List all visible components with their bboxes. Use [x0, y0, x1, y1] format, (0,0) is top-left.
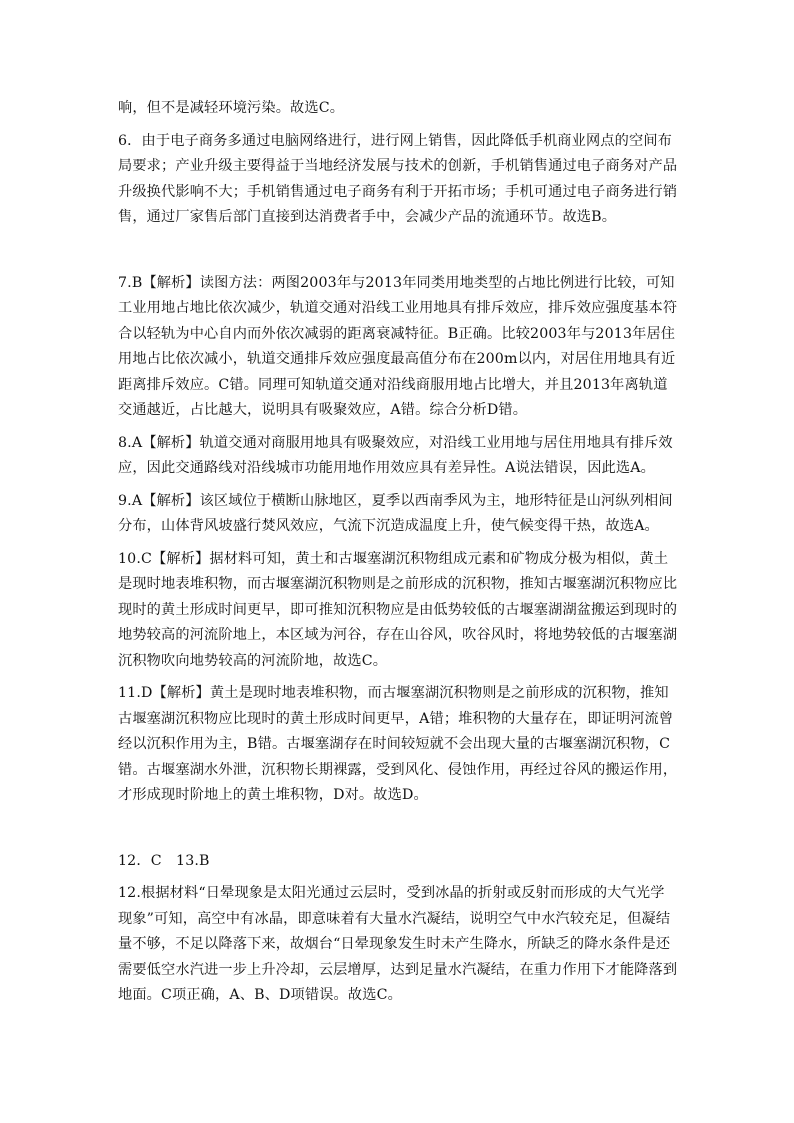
paragraph-q7: 7.B【解析】读图方法：两图2003年与2013年同类用地类型的占地比例进行比较，可知工业用地占地比依次减少，轨道交通对沿线工业用地具有排斥效应，排斥效应强度基本符合以轻轨为中心自内而外依次减弱的距离衰减特征。B正确。比较2003年与2013年居住用地占比依次减小，轨道交通排斥效应强度最高值分布在200m以内，对居住用地具有近距离排斥效应。C错。同理可知轨道交通对沿线商服用地占比增大，并且2013年离轨道交通越近，占比越大，说明具有吸聚效应，A错。综合分析D错。 [118, 274, 678, 418]
paragraph-q12: 12.根据材料“日晕现象是太阳光通过云层时，受到冰晶的折射或反射而形成的大气光学现象”可知，高空中有冰晶，即意味着有大量水汽凝结，说明空气中水汽较充足，但凝结量不够，不足以降落下来，故烟台“日晕现象发生时未产生降水，所缺乏的降水条件是还需要低空水汽进一步上升冷却，云层增厚，达到足量水汽凝结，在重力作用下才能降落到地面。C项正确，A、B、D项错误。故选C。 [118, 885, 678, 1003]
paragraph-q9: 9.A【解析】该区域位于横断山脉地区，夏季以西南季风为主，地形特征是山河纵列相间分布，山体背风坡盛行焚风效应，气流下沉造成温度上升，使气候变得干热，故选A。 [118, 492, 673, 534]
paragraph-q5-end: 响，但不是减轻环境污染。故选C。 [118, 100, 345, 116]
paragraph-q6: 6．由于电子商务多通过电脑网络进行，进行网上销售，因此降低手机商业网点的空间布局要求；产业升级主要得益于当地经济发展与技术的创新，手机销售通过电子商务对产品升级换代影响不大；手机销售通过电子商务有利于开拓市场；手机可通过电子商务进行销售，通过厂家售后部门直接到达消费者手中，会减少产品的流通环节。故选B。 [118, 132, 678, 225]
paragraph-q10: 10.C【解析】据材料可知，黄土和古堰塞湖沉积物组成元素和矿物成分极为相似，黄土是现时地表堆积物，而古堰塞湖沉积物则是之前形成的沉积物，推知古堰塞湖沉积物应比现时的黄土形成时间更早，即可推知沉积物应是由低势较低的古堰塞湖湖盆搬运到现时的地势较高的河流阶地上，本区域为河谷，存在山谷风，吹谷风时，将地势较低的古堰塞湖沉积物吹向地势较高的河流阶地，故选C。 [118, 550, 678, 669]
document-page [118, 96, 678, 1009]
answer-key-12-13: 12．C 13.B [118, 852, 210, 869]
paragraph-q8: 8.A【解析】轨道交通对商服用地具有吸聚效应，对沿线工业用地与居住用地具有排斥效应，因此交通路线对沿线城市功能用地作用效应具有差异性。A说法错误，因此选A。 [118, 434, 673, 476]
paragraph-q11: 11.D【解析】黄土是现时地表堆积物，而古堰塞湖沉积物则是之前形成的沉积物，推知古堰塞湖沉积物应比现时的黄土形成时间更早，A错；堆积物的大量存在，即证明河流曾经以沉积作用为主，B错。古堰塞湖存在时间较短就不会出现大量的古堰塞湖沉积物，C错。古堰塞湖水外泄，沉积物长期裸露，受到风化、侵蚀作用，再经过谷风的搬运作用，才形成现时阶地上的黄土堆积物，D对。故选D。 [118, 685, 678, 803]
